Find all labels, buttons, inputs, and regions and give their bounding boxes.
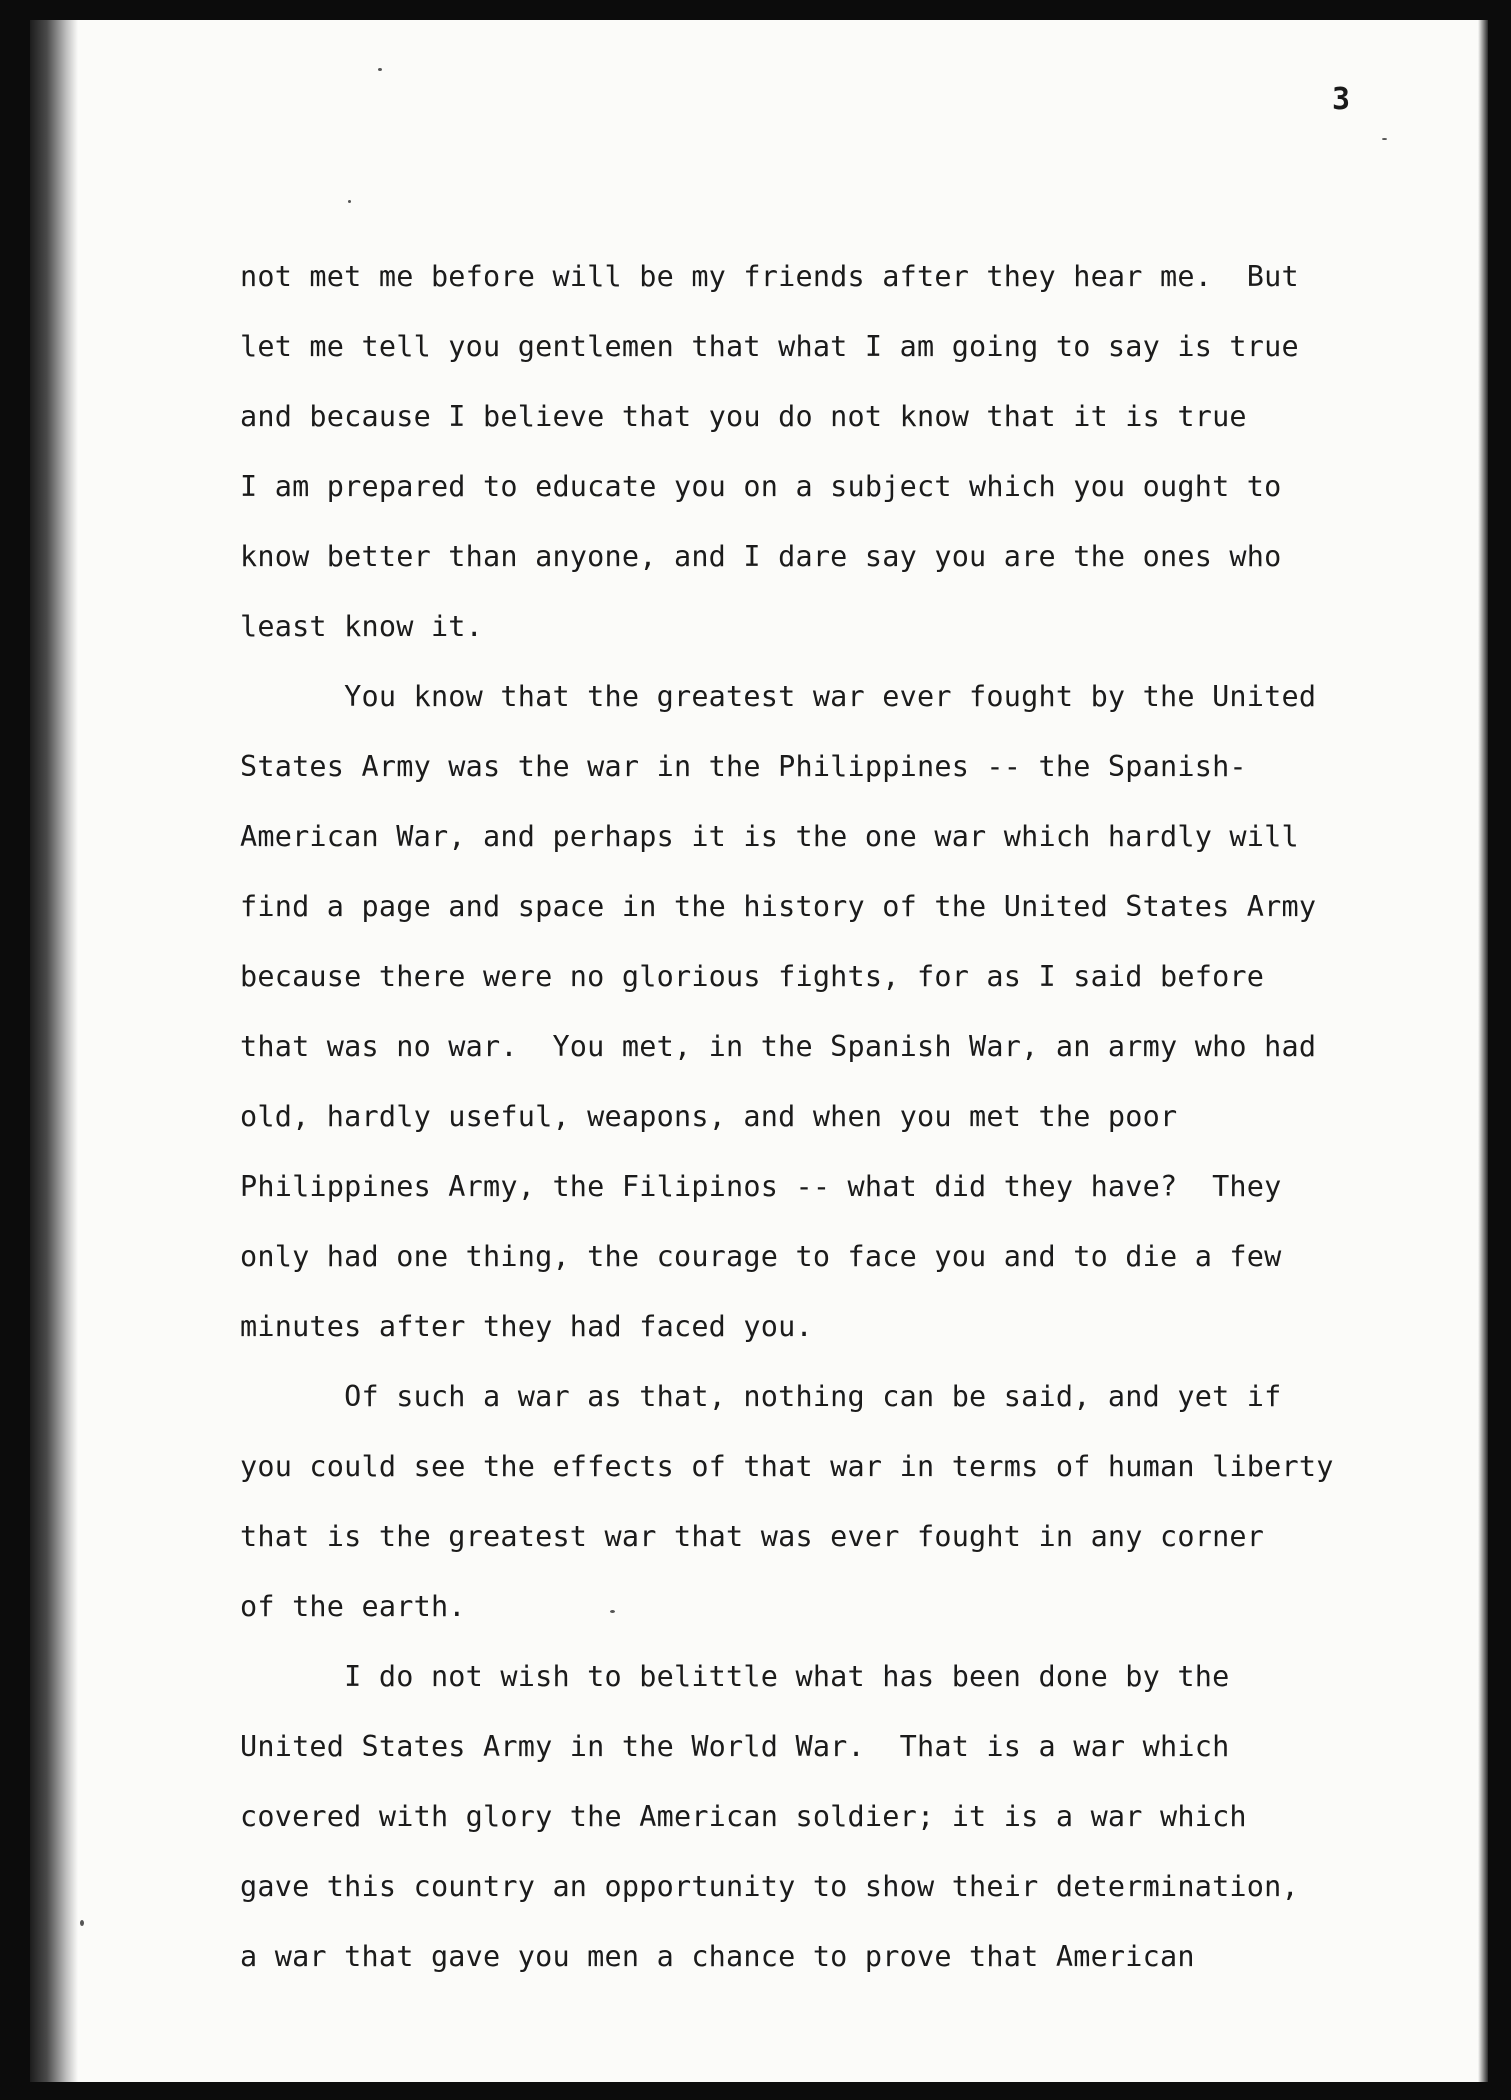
text-line: and because I believe that you do not know that it is true — [240, 400, 1247, 433]
text-line: know better than anyone, and I dare say you are the ones who — [240, 540, 1282, 573]
text-line: not met me before will be my friends after they hear me. But — [240, 260, 1299, 293]
text-line: minutes after they had faced you. — [240, 1310, 813, 1343]
text-line: find a page and space in the history of the United States Army — [240, 890, 1317, 923]
text-line: States Army was the war in the Philippines -- the Spanish- — [240, 750, 1247, 783]
text-line: of the earth. — [240, 1590, 466, 1623]
text-line: Of such a war as that, nothing can be said, and yet if — [240, 1380, 1282, 1413]
text-line: only had one thing, the courage to face you and to die a few — [240, 1240, 1282, 1273]
scan-shadow-right — [1478, 20, 1488, 2082]
scan-speck — [348, 200, 351, 203]
text-line: American War, and perhaps it is the one war which hardly will — [240, 820, 1299, 853]
text-line: let me tell you gentlemen that what I am going to say is true — [240, 330, 1299, 363]
text-line: least know it. — [240, 610, 484, 643]
text-line: that is the greatest war that was ever fought in any corner — [240, 1520, 1265, 1553]
text-line: I am prepared to educate you on a subject which you ought to — [240, 470, 1282, 503]
scan-shadow-left — [30, 20, 78, 2082]
scan-speck — [1382, 138, 1387, 140]
text-line: you could see the effects of that war in terms of human liberty — [240, 1450, 1334, 1483]
text-line: covered with glory the American soldier; it is a war which — [240, 1800, 1247, 1833]
text-line: Philippines Army, the Filipinos -- what did they have? They — [240, 1170, 1282, 1203]
text-line: You know that the greatest war ever fought by the United — [240, 680, 1317, 713]
scan-speck — [378, 68, 382, 71]
scan-speck — [80, 1920, 84, 1926]
text-line: that was no war. You met, in the Spanish War, an army who had — [240, 1030, 1317, 1063]
text-line: I do not wish to belittle what has been done by the — [240, 1660, 1230, 1693]
text-line: because there were no glorious fights, for as I said before — [240, 960, 1265, 993]
text-line: a war that gave you men a chance to prove that American — [240, 1940, 1195, 1973]
text-line: old, hardly useful, weapons, and when you met the poor — [240, 1100, 1178, 1133]
typed-text-body — [240, 242, 1460, 1992]
document-page — [30, 20, 1488, 2082]
text-line: gave this country an opportunity to show their determination, — [240, 1870, 1299, 1903]
text-line: United States Army in the World War. That is a war which — [240, 1730, 1230, 1763]
page-number: 3 — [1332, 82, 1351, 117]
